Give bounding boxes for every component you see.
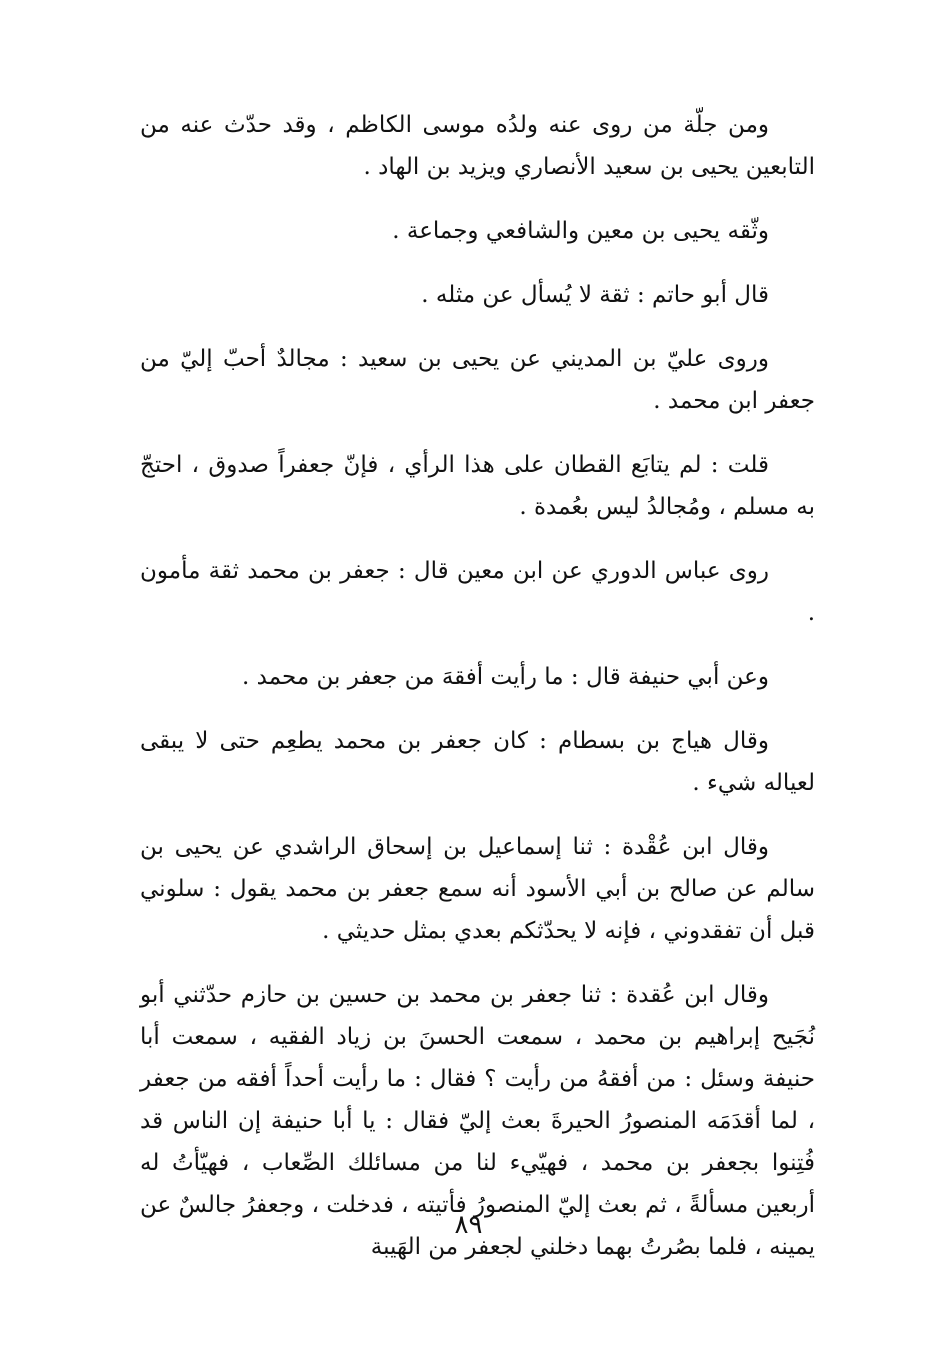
- paragraph: وعن أبي حنيفة قال : ما رأيت أفقهَ من جعفر بن محمد .: [242, 664, 769, 690]
- paragraph: وقال هياج بن بسطام : كان جعفر بن محمد يطعِم حتى لا يبقى لعياله شيء .: [140, 728, 815, 796]
- paragraph: وقال ابن عُقْدة : ثنا إسماعيل بن إسحاق الراشدي عن يحيى بن سالم عن صالح بن أبي الأسود أنه سمع جعفر بن محمد يقول : سلوني قبل أن تفقدوني ، فإنه لا يحدّثكم بعدي بمثل حديثي .: [140, 834, 815, 944]
- paragraph: قال أبو حاتم : ثقة لا يُسأل عن مثله .: [421, 282, 769, 308]
- page-body: [140, 104, 815, 1290]
- paragraph: قلت : لم يتابَع القطان على هذا الرأي ، فإنّ جعفراً صدوق ، احتجّ به مسلم ، ومُجالدُ ليس بعُمدة .: [140, 452, 815, 520]
- paragraph: روى عباس الدوري عن ابن معين قال : جعفر بن محمد ثقة مأمون .: [140, 558, 815, 626]
- page-number: ٨٩: [454, 1210, 483, 1240]
- paragraph: وثّقه يحيى بن معين والشافعي وجماعة .: [392, 218, 769, 244]
- paragraph: وروى عليّ بن المديني عن يحيى بن سعيد : مجالدٌ أحبّ إليّ من جعفر ابن محمد .: [140, 346, 815, 414]
- paragraph: ومن جلّة من روى عنه ولدُه موسى الكاظم ، وقد حدّث عنه من التابعين يحيى بن سعيد الأنصاري ويزيد بن الهاد .: [140, 112, 815, 180]
- paragraph: وقال ابن عُقدة : ثنا جعفر بن محمد بن حسين بن حازم حدّثني أبو نُجَيح إبراهيم بن محمد ، سمعت الحسنَ بن زياد الفقيه ، سمعت أبا حنيفة وسئل : من أفقهُ من رأيت ؟ فقال : ما رأيت أحداً أفقه من جعفر ، لما أقدَمَه المنصورُ الحيرةَ بعث إليّ فقال : يا أبا حنيفة إن الناس قد فُتِنوا بجعفر بن محمد ، فهيّيء لنا من مسائلك الصِّعاب ، فهيّأتُ له أربعين مسألةً ، ثم بعث إليّ المنصورُ فأتيته ، فدخلت ، وجعفرُ جالسٌ عن يمينه ، فلما بصُرتُ بهما دخلني لجعفر من الهَيبة: [140, 982, 816, 1260]
